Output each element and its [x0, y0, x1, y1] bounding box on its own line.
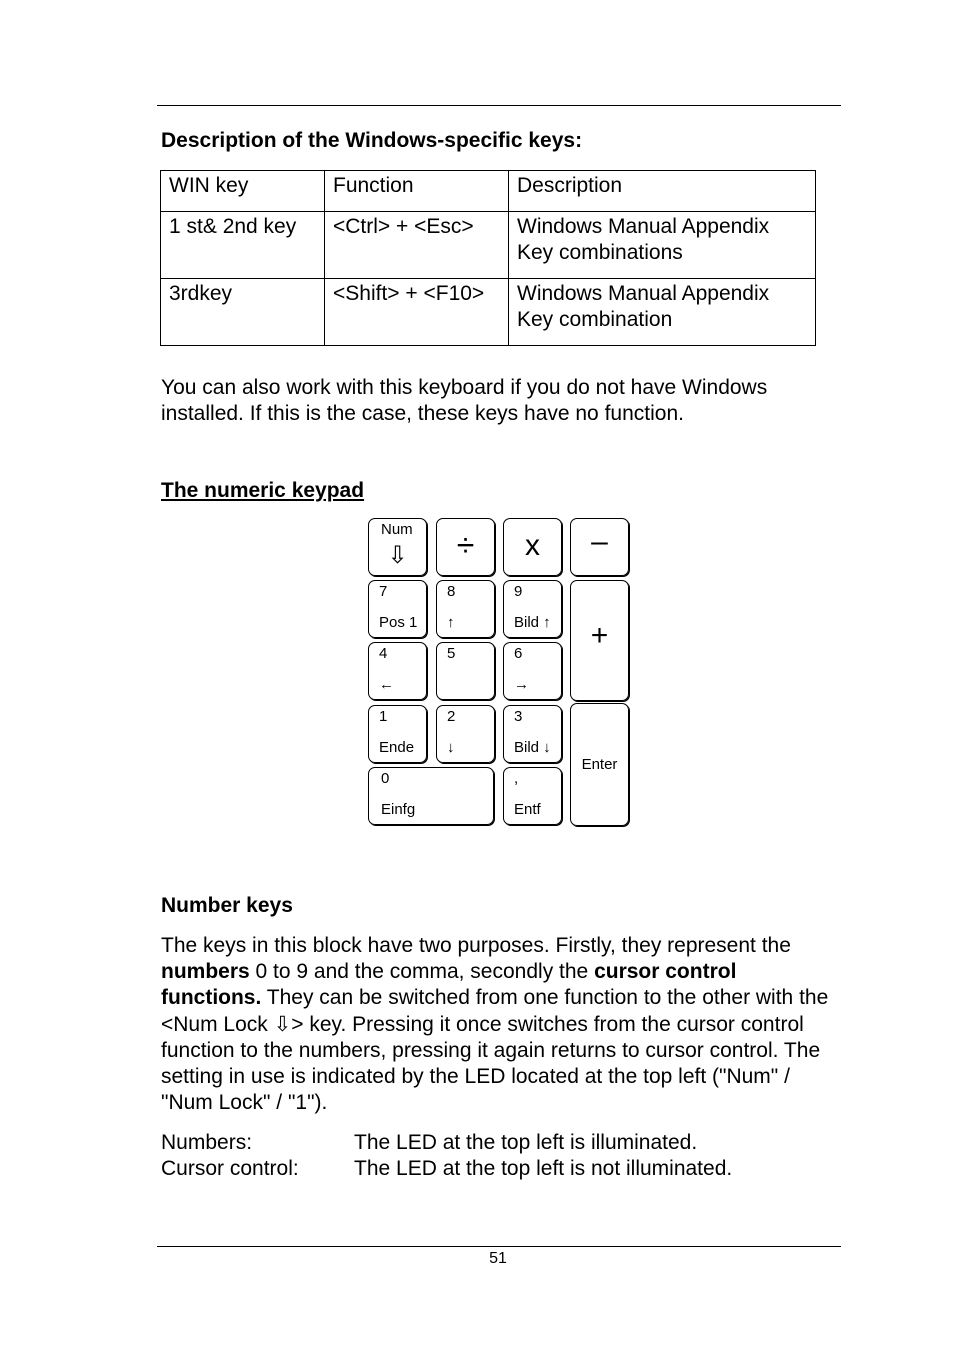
- keypad-heading: The numeric keypad: [161, 479, 365, 502]
- down-arrow-icon: ⇩: [387, 542, 408, 569]
- numbers-emphasis: numbers: [161, 960, 250, 984]
- key-0-label: 0: [381, 770, 390, 787]
- up-arrow-icon: ↑: [447, 614, 455, 631]
- minus-label: –: [591, 525, 608, 558]
- multiply-key: [503, 518, 562, 576]
- num-lock-key: [368, 518, 427, 576]
- led-term: Numbers:: [161, 1131, 253, 1154]
- key-comma: [503, 767, 562, 825]
- number-keys-paragraph: [161, 933, 837, 1116]
- windows-keys-table: [160, 170, 816, 346]
- divide-label: ÷: [456, 527, 475, 563]
- down-arrow-icon: ↓: [447, 739, 455, 756]
- key-9: [503, 580, 562, 638]
- list-item: [161, 1130, 732, 1156]
- key-6: [503, 642, 562, 700]
- key-comma-sub: Entf: [514, 801, 541, 818]
- key-7: [368, 580, 427, 638]
- plus-key: [570, 580, 629, 701]
- key-0: [368, 767, 494, 825]
- key-5: [436, 642, 495, 700]
- key-0-sub: Einfg: [381, 801, 416, 818]
- table-header-row: [161, 171, 816, 212]
- key-9-sub: Bild ↑: [514, 614, 551, 631]
- key-3-label: 3: [514, 708, 523, 725]
- table-header-cell: Function: [325, 171, 509, 212]
- table-header-cell: WIN key: [161, 171, 325, 212]
- key-6-label: 6: [514, 645, 523, 662]
- led-description: The LED at the top left is illuminated.: [354, 1131, 698, 1154]
- table-cell: Windows Manual Appendix Key combination: [509, 279, 816, 346]
- led-state-list: [161, 1130, 732, 1182]
- key-3: [503, 705, 562, 763]
- top-rule: [157, 105, 841, 106]
- table-cell: Windows Manual Appendix Key combinations: [509, 212, 816, 279]
- table-cell: <Ctrl> + <Esc>: [325, 212, 509, 279]
- divide-key: [436, 518, 495, 576]
- key-7-sub: Pos 1: [379, 614, 418, 631]
- key-8-label: 8: [447, 583, 456, 600]
- minus-key: [570, 518, 629, 576]
- bottom-rule: [157, 1246, 841, 1247]
- multiply-label: x: [525, 529, 540, 562]
- key-1-sub: Ende: [379, 739, 415, 756]
- paragraph-text: They can be switched from one function to the other with the <Num Lock ⇩> key. Pressing it once switches from the cursor control function to the numbers, pressing it again returns to cursor control. The setting in use is indicated by the LED located at the top left ("Num" / "Num Lock" / "1").: [161, 986, 829, 1115]
- right-arrow-icon: →: [514, 676, 529, 693]
- led-term: Cursor control:: [161, 1157, 299, 1180]
- list-item: [161, 1156, 732, 1182]
- key-2-label: 2: [447, 708, 456, 725]
- key-9-label: 9: [514, 583, 523, 600]
- windows-note-paragraph: You can also work with this keyboard if you do not have Windows installed. If this is the case, these keys have no function.: [161, 376, 768, 426]
- enter-key: [570, 703, 629, 826]
- num-lock-label: Num: [381, 521, 413, 538]
- key-4-label: 4: [379, 645, 388, 662]
- key-comma-label: ,: [514, 770, 519, 787]
- key-8: [436, 580, 495, 638]
- table-cell: <Shift> + <F10>: [325, 279, 509, 346]
- section-heading: Description of the Windows-specific keys:: [161, 129, 583, 152]
- table-row: [161, 279, 816, 346]
- plus-label: +: [590, 619, 609, 652]
- key-4: [368, 642, 427, 700]
- table-cell: 3rdkey: [161, 279, 325, 346]
- number-keys-heading: Number keys: [161, 894, 293, 917]
- key-1: [368, 705, 427, 763]
- paragraph-text: 0 to 9 and the comma, secondly the: [249, 960, 595, 984]
- left-arrow-icon: ←: [379, 676, 394, 693]
- led-description: The LED at the top left is not illuminated.: [354, 1157, 733, 1180]
- key-7-label: 7: [379, 583, 388, 600]
- enter-label: Enter: [581, 756, 618, 773]
- key-2: [436, 705, 495, 763]
- cursor-control-emphasis: cursor control functions.: [161, 960, 737, 1010]
- page-number: 51: [489, 1250, 507, 1267]
- table-row: [161, 212, 816, 279]
- table-cell: 1 st& 2nd key: [161, 212, 325, 279]
- key-1-label: 1: [379, 708, 388, 725]
- key-3-sub: Bild ↓: [514, 739, 551, 756]
- key-5-label: 5: [447, 645, 456, 662]
- paragraph-text: The keys in this block have two purposes. Firstly, they represent the: [161, 934, 791, 957]
- table-header-cell: Description: [509, 171, 816, 212]
